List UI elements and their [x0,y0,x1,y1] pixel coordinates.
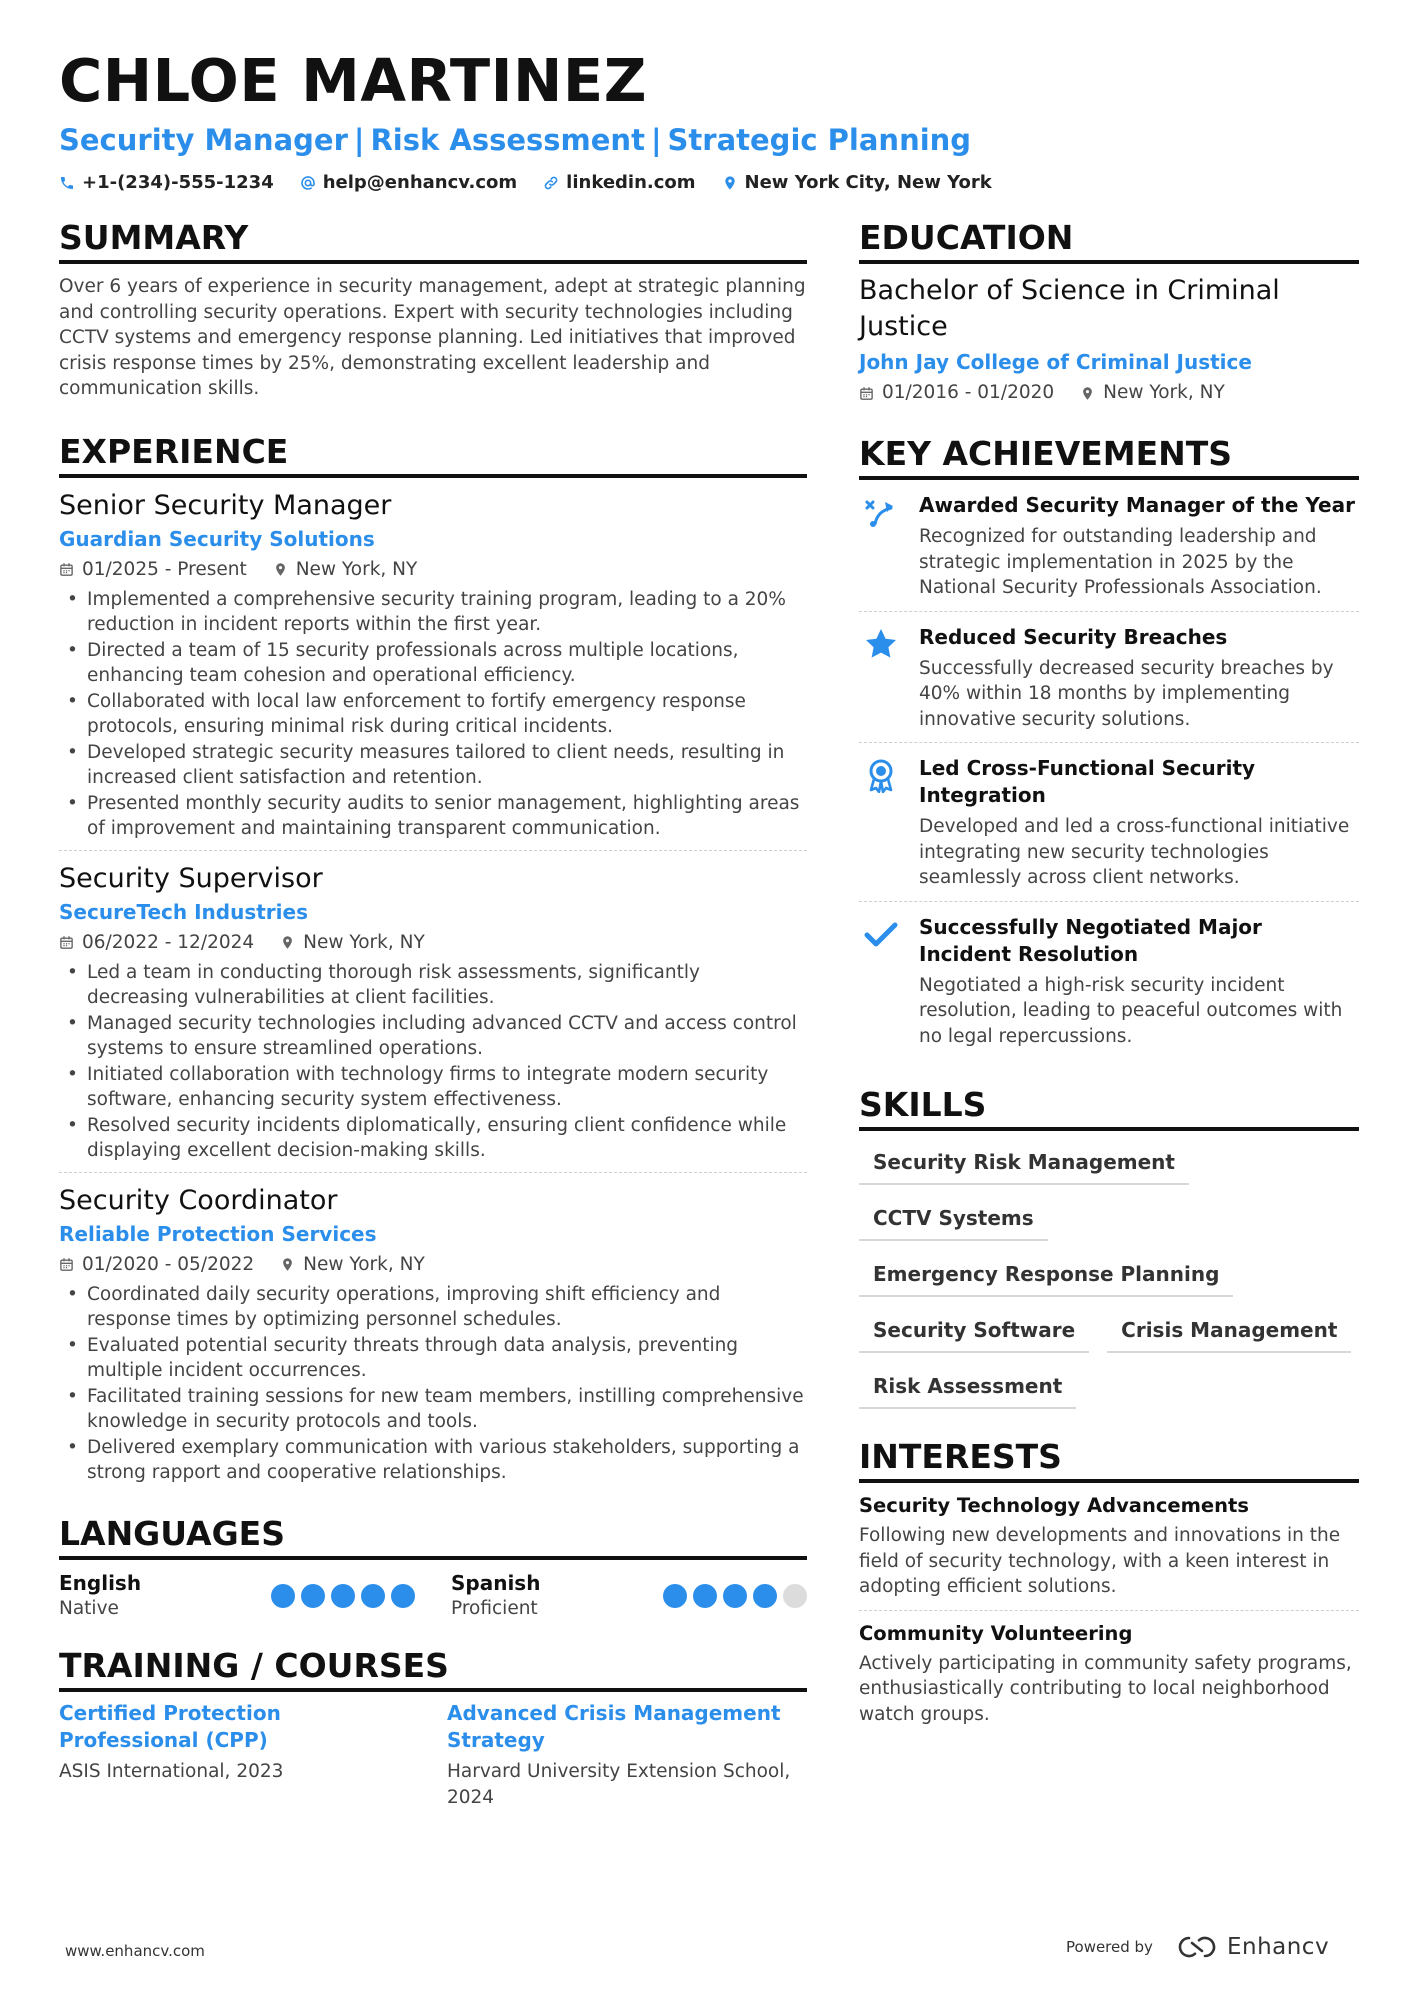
phone-number: +1-(234)-555-1234 [82,172,274,193]
bullet-item: • Coordinated daily security operations, improving shift efficiency and response times by optimizing personnel schedules. [59,1282,807,1333]
company-name: Guardian Security Solutions [59,526,375,551]
date-range: 01/2016 - 01/2020 [882,382,1055,403]
language-level: Proficient [451,1597,538,1619]
contact-bar [59,171,1359,195]
brand-name: Enhancv [1226,1934,1330,1960]
achievement-description: Negotiated a high-risk security incident resolution, leading to peaceful outcomes with no legal repercussions. [919,974,1343,1047]
section-heading: EXPERIENCE [59,432,807,478]
language-level: Native [59,1597,119,1619]
interest-description: Actively participating in community safety programs, enthusiastically contributing to local neighborhood watch groups. [859,1652,1352,1725]
summary-section [59,218,807,402]
section-heading: KEY ACHIEVEMENTS [859,434,1359,480]
achievement-entry [859,480,1359,612]
headline-item: Strategic Planning [667,123,972,157]
achievement-icon-slot [859,624,903,733]
contact-email[interactable] [300,171,517,195]
languages-section [59,1514,807,1622]
skill-tag: Risk Assessment [859,1367,1076,1409]
calendar-icon [59,1257,74,1272]
location-text: New York, NY [1103,382,1225,403]
training-section [59,1646,807,1811]
calendar-icon [859,386,874,401]
right-column [859,218,1359,1767]
interest-entry [859,1483,1359,1611]
education-meta [859,380,1359,406]
location-pin-icon [280,1257,295,1272]
job-meta [59,930,807,956]
candidate-name: CHLOE MARTINEZ [59,46,647,115]
achievement-description: Developed and led a cross-functional initiative integrating new security technologies seamlessly across client networks. [919,816,1350,888]
footer-branding [1066,1934,1329,1960]
achievement-icon-slot [859,755,903,891]
bullet-item: • Delivered exemplary communication with various stakeholders, supporting a strong rapport and cooperative relationships. [59,1435,807,1486]
job-entry [59,478,807,851]
language-rating [271,1584,415,1608]
bullet-item: • Directed a team of 15 security professionals across multiple locations, enhancing team cohesion and operational efficiency. [59,638,807,689]
skill-tag: CCTV Systems [859,1199,1048,1241]
location-text: New York City, New York [744,172,992,193]
job-location [273,557,418,583]
achievement-title: Led Cross-Functional Security Integration [919,756,1256,807]
headline [59,122,1359,158]
date-range: 06/2022 - 12/2024 [82,931,255,953]
rating-dot-filled [693,1584,717,1608]
checkmark-icon [863,916,899,952]
course-provider: Harvard University Extension School, 2024 [447,1760,791,1808]
interest-description: Following new developments and innovations in the field of security technology, with a keen interest in adopting efficient solutions. [859,1525,1341,1597]
achievement-icon-slot [859,914,903,1050]
language-name: Spanish [451,1570,541,1595]
email-address: help@enhancv.com [322,172,518,193]
enhancv-logo-icon [1175,1934,1219,1960]
achievements-section [859,434,1359,1059]
job-meta [59,557,807,583]
rating-dot-filled [723,1584,747,1608]
footer-website[interactable]: www.enhancv.com [65,1942,205,1960]
interest-entry [859,1611,1359,1738]
training-entry [59,1700,419,1811]
contact-linkedin[interactable] [543,171,695,195]
contact-location [722,171,992,195]
calendar-icon [59,562,74,577]
achievement-entry [859,612,1359,744]
interest-title: Community Volunteering [859,1621,1133,1645]
headline-item: Risk Assessment [370,123,645,157]
experience-section [59,432,807,1494]
job-entry [59,1173,807,1494]
company-name: Reliable Protection Services [59,1221,377,1246]
link-icon [543,175,559,191]
linkedin-url: linkedin.com [566,172,696,193]
bullet-item: • Resolved security incidents diplomatically, ensuring client confidence while displaying excellent decision-making skills. [59,1113,807,1164]
star-icon [863,626,899,662]
education-section [859,218,1359,406]
bullet-item: • Initiated collaboration with technology firms to integrate modern security software, enhancing security system effectiveness. [59,1062,807,1113]
bullet-item: • Developed strategic security measures tailored to client needs, resulting in increased client satisfaction and retention. [59,740,807,791]
rating-dot-filled [753,1584,777,1608]
date-range: 01/2020 - 05/2022 [82,1253,255,1275]
job-location [280,1252,425,1278]
brand-logo[interactable] [1175,1934,1329,1960]
section-heading: SUMMARY [59,218,807,264]
contact-phone[interactable] [59,171,274,195]
location-text: New York, NY [295,558,418,580]
left-column [59,218,807,1841]
award-ribbon-icon [863,757,899,793]
language-rating [663,1584,807,1608]
bullet-item: • Presented monthly security audits to senior management, highlighting areas of improvement and maintaining transparent communication. [59,791,807,842]
achievement-title: Awarded Security Manager of the Year [919,493,1355,517]
section-heading: INTERESTS [859,1437,1359,1483]
interest-title: Security Technology Advancements [859,1494,1249,1517]
language-entry [451,1570,807,1622]
course-name: Advanced Crisis Management Strategy [447,1700,781,1752]
headline-separator: | [650,123,662,157]
skill-list [859,1143,1359,1409]
rating-dot-empty [783,1584,807,1608]
bullet-item: • Collaborated with local law enforcement to fortify emergency response protocols, ensuring minimal risk during critical incidents. [59,689,807,740]
headline-separator: | [353,123,365,157]
location-pin-icon [722,175,738,191]
interests-section [859,1437,1359,1737]
bullet-item: • Facilitated training sessions for new team members, instilling comprehensive knowledge in security protocols and tools. [59,1384,807,1435]
achievement-icon-slot [859,492,903,601]
bullet-item: • Implemented a comprehensive security training program, leading to a 20% reduction in incident reports within the first year. [59,587,807,638]
location-text: New York, NY [303,1253,425,1275]
skill-tag: Security Risk Management [859,1143,1189,1185]
course-name: Certified Protection Professional (CPP) [59,1700,281,1752]
bullet-item: • Led a team in conducting thorough risk assessments, significantly decreasing vulnerabilities at client facilities. [59,960,807,1011]
job-bullets [59,960,807,1164]
job-entry [59,851,807,1173]
headline-item: Security Manager [59,123,348,157]
summary-text: Over 6 years of experience in security management, adept at strategic planning and controlling security operations. Expert with security technologies including CCTV systems and emergency response planning. Led initiatives that improved crisis response times by 25%, demonstrating excellent leadership and communication skills. [59,276,806,399]
job-dates [59,1252,254,1278]
rating-dot-filled [271,1584,295,1608]
achievement-description: Successfully decreased security breaches by 40% within 18 months by implementing innovative security solutions. [919,657,1334,730]
language-entry [59,1570,415,1622]
achievement-description: Recognized for outstanding leadership and strategic implementation in 2025 by the National Security Professionals Association. [919,526,1322,598]
skill-tag: Emergency Response Planning [859,1255,1233,1297]
job-title: Senior Security Manager [59,489,392,521]
bullet-item: • Managed security technologies including advanced CCTV and access control systems to ensure streamlined operations. [59,1011,807,1062]
section-heading: TRAINING / COURSES [59,1646,807,1692]
achievement-title: Successfully Negotiated Major Incident Resolution [919,914,1262,966]
job-dates [59,557,247,583]
phone-icon [59,175,75,191]
skill-tag: Security Software [859,1311,1089,1353]
course-provider: ASIS International, 2023 [59,1760,284,1782]
education-location [1080,380,1225,406]
job-title: Security Coordinator [59,1184,338,1216]
location-pin-icon [273,562,288,577]
location-pin-icon [280,935,295,950]
location-pin-icon [1080,386,1095,401]
rating-dot-filled [331,1584,355,1608]
school-name: John Jay College of Criminal Justice [859,350,1252,374]
date-range: 01/2025 - Present [82,558,247,580]
job-title: Security Supervisor [59,862,323,894]
achievement-entry [859,902,1359,1060]
job-location [280,930,425,956]
language-list [59,1570,807,1622]
job-dates [59,930,254,956]
at-sign-icon [300,175,316,191]
bullet-item: • Evaluated potential security threats through data analysis, preventing multiple incident occurrences. [59,1333,807,1384]
skill-tag: Crisis Management [1107,1311,1351,1353]
achievement-title: Reduced Security Breaches [919,624,1228,649]
rating-dot-filled [301,1584,325,1608]
section-heading: LANGUAGES [59,1514,807,1560]
calendar-icon [59,935,74,950]
job-bullets [59,587,807,842]
degree-name: Bachelor of Science in Criminal Justice [859,275,1280,342]
achievement-entry [859,743,1359,902]
job-bullets [59,1282,807,1486]
rating-dot-filled [663,1584,687,1608]
section-heading: SKILLS [859,1085,1359,1131]
location-text: New York, NY [303,931,425,953]
section-heading: EDUCATION [859,218,1359,264]
education-dates [859,380,1054,406]
company-name: SecureTech Industries [59,899,308,924]
strategy-icon [863,494,899,530]
job-meta [59,1252,807,1278]
training-list [59,1700,807,1811]
rating-dot-filled [391,1584,415,1608]
skills-section [859,1085,1359,1409]
training-entry [447,1700,807,1811]
powered-by-label: Powered by [1066,1938,1153,1956]
language-name: English [59,1570,142,1595]
resume-header [59,48,1359,195]
rating-dot-filled [361,1584,385,1608]
